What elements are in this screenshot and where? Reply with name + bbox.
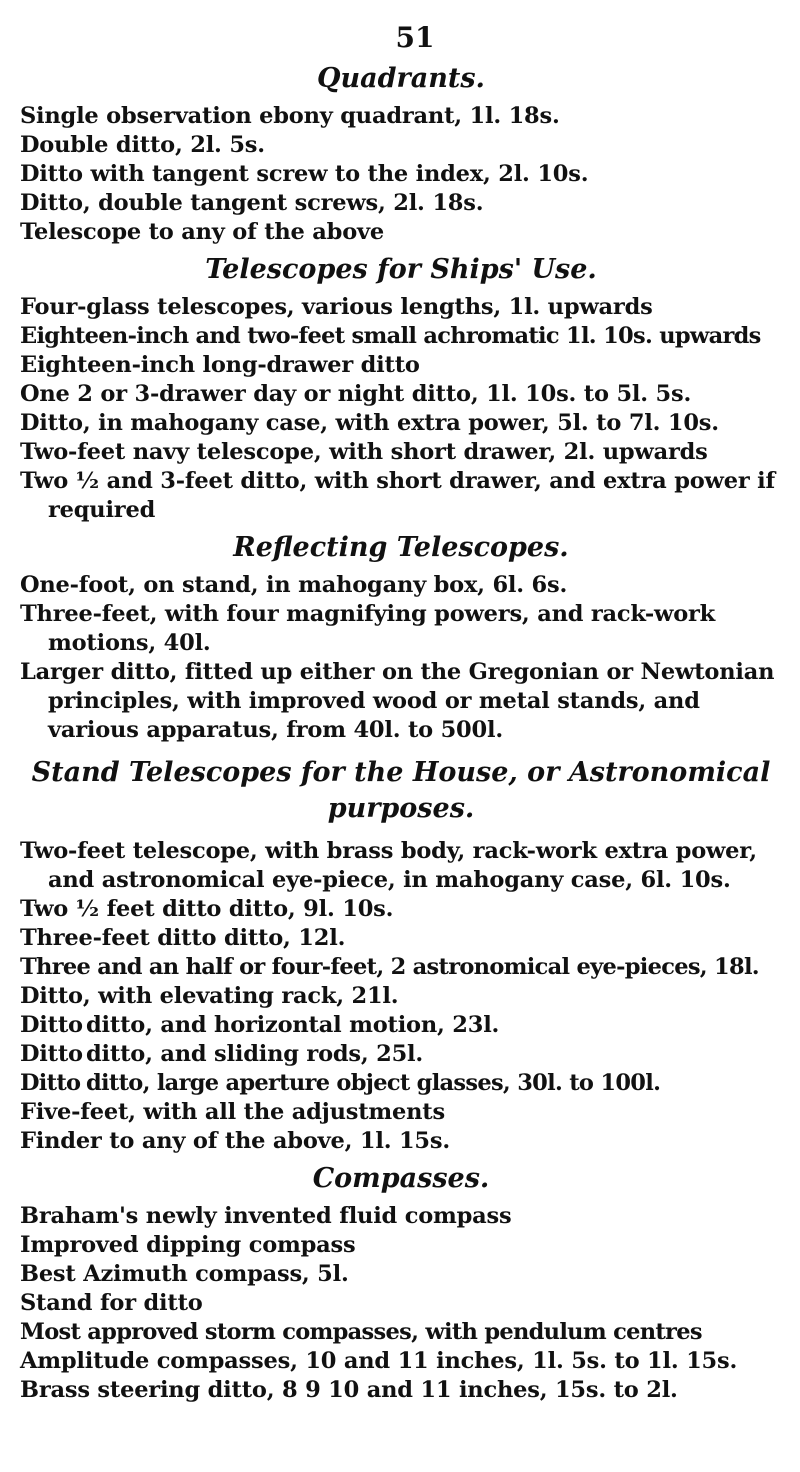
section-title [20, 755, 782, 827]
section-compasses [20, 1162, 782, 1405]
list-item: One 2 or 3-drawer day or night ditto, 1l. 10s. to 5l. 5s. [20, 381, 692, 407]
list-item: Double ditto, 2l. 5s. [20, 132, 265, 158]
list-item: Eighteen-inch long-drawer ditto [20, 352, 420, 378]
list-item: Ditto, with elevating rack, 21l. [20, 983, 399, 1009]
section-title-line1: Stand Telescopes for the House, or Astronomical [31, 757, 771, 788]
list-item: Two-feet navy telescope, with short drawer, 2l. upwards [20, 439, 708, 465]
item-list [20, 571, 782, 745]
list-item: Two ½ feet ditto ditto, 9l. 10s. [20, 896, 394, 922]
list-item: Single observation ebony quadrant, 1l. 18s. [20, 103, 560, 129]
item-list [20, 837, 782, 1156]
list-item: Amplitude compasses, 10 and 11 inches, 1l. 5s. to 1l. 15s. [20, 1348, 738, 1374]
ditto-row [20, 1069, 782, 1098]
list-item: Three and an half or four-feet, 2 astronomical eye-pieces, 18l. [20, 954, 759, 980]
ditto-rest: ditto, and sliding rods, 25l. [86, 1041, 424, 1067]
ditto-rest: ditto, and horizontal motion, 23l. [86, 1012, 500, 1038]
list-item: Four-glass telescopes, various lengths, 1l. upwards [20, 294, 653, 320]
section-title-line2: purposes. [327, 793, 475, 824]
list-item: Most approved storm compasses, with pendulum centres [20, 1319, 702, 1345]
list-item: Braham's newly invented fluid compass [20, 1203, 512, 1229]
ditto-lead: Ditto [20, 1070, 81, 1096]
list-item: Telescope to any of the above [20, 219, 384, 245]
item-list [20, 102, 782, 247]
section-ships-telescopes [20, 253, 782, 525]
section-title: Quadrants. [317, 63, 485, 94]
section-quadrants [20, 62, 782, 247]
list-item: Ditto, double tangent screws, 2l. 18s. [20, 190, 484, 216]
list-item: Three-feet, with four magnifying powers, and rack-work motions, 40l. [20, 601, 716, 656]
section-title: Telescopes for Ships' Use. [205, 254, 597, 285]
page-number: 51 [395, 21, 435, 54]
section-stand-telescopes [20, 755, 782, 1156]
section-title: Reflecting Telescopes. [233, 532, 569, 563]
item-list [20, 293, 782, 525]
list-item: Finder to any of the above, 1l. 15s. [20, 1128, 450, 1154]
ditto-lead: Ditto [20, 1041, 83, 1067]
list-item: Two ½ and 3-feet ditto, with short drawer, and extra power if required [20, 468, 775, 523]
list-item: Ditto with tangent screw to the index, 2l. 10s. [20, 161, 589, 187]
ditto-row [20, 1011, 782, 1040]
ditto-rest: ditto, large aperture object glasses, 30l. to 100l. [86, 1070, 661, 1096]
list-item: Ditto, in mahogany case, with extra power, 5l. to 7l. 10s. [20, 410, 719, 436]
list-item: Two-feet telescope, with brass body, rack-work extra power, and astronomical eye-piece, in mahogany case, 6l. 10s. [20, 838, 757, 893]
list-item: Three-feet ditto ditto, 12l. [20, 925, 346, 951]
list-item: Eighteen-inch and two-feet small achromatic 1l. 10s. upwards [20, 323, 761, 349]
section-title: Compasses. [312, 1163, 490, 1194]
ditto-lead: Ditto [20, 1012, 83, 1038]
list-item: One-foot, on stand, in mahogany box, 6l. 6s. [20, 572, 568, 598]
item-list [20, 1202, 782, 1405]
ditto-row [20, 1040, 782, 1069]
list-item: Brass steering ditto, 8 9 10 and 11 inches, 15s. to 2l. [20, 1377, 678, 1403]
list-item: Improved dipping compass [20, 1232, 356, 1258]
catalogue-page [20, 20, 782, 1405]
list-item: Stand for ditto [20, 1290, 203, 1316]
list-item: Best Azimuth compass, 5l. [20, 1261, 349, 1287]
section-reflecting-telescopes [20, 531, 782, 745]
list-item: Larger ditto, fitted up either on the Gregonian or Newtonian principles, with improved wood or metal stands, and various apparatus, from 40l. to 500l. [20, 659, 775, 743]
list-item: Five-feet, with all the adjustments [20, 1099, 445, 1125]
